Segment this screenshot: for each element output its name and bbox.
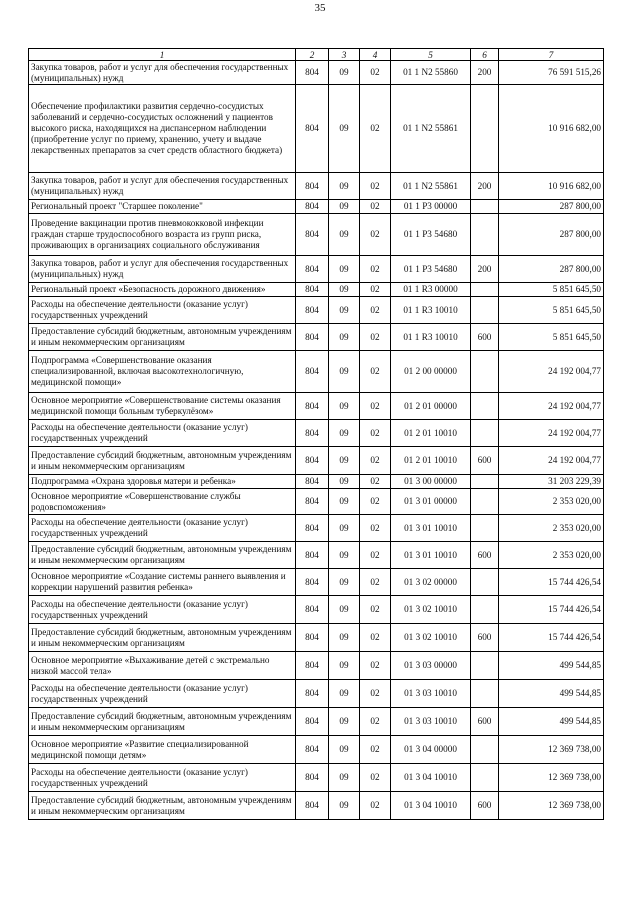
section-code: 09 — [329, 764, 360, 792]
header-col-2: 2 — [296, 49, 329, 61]
table-row — [29, 764, 604, 792]
header-col-1: 1 — [29, 49, 296, 61]
item-name: Предоставление субсидий бюджетным, автономным учреждениям и иным некоммерческим организациям — [29, 542, 296, 569]
table-row — [29, 652, 604, 680]
table-row — [29, 489, 604, 515]
amount: 12 369 738,00 — [499, 736, 604, 764]
section-code: 09 — [329, 680, 360, 708]
table-row — [29, 475, 604, 489]
subsection-code: 02 — [360, 173, 391, 200]
section-code: 09 — [329, 351, 360, 393]
section-code: 09 — [329, 515, 360, 542]
table-row — [29, 351, 604, 393]
item-name: Основное мероприятие «Развитие специализированной медицинской помощи детям» — [29, 736, 296, 764]
item-name: Обеспечение профилактики развития сердечно-сосудистых заболеваний и сердечно-сосудистых осложнений у пациентов высокого риска, находящихся на диспансерном наблюдении (приобретение услуг по приему, хранению, учету и выдаче лекарственных препаратов за счет средств областного бюджета) — [29, 85, 296, 173]
subsection-code: 02 — [360, 393, 391, 420]
amount: 287 800,00 — [499, 200, 604, 214]
item-name: Основное мероприятие «Совершенствование системы оказания медицинской помощи больным туберкулёзом» — [29, 393, 296, 420]
expense-type-code — [471, 351, 499, 393]
item-name: Проведение вакцинации против пневмококковой инфекции граждан старше трудоспособного возраста из групп риска, проживающих в организациях социального обслуживания — [29, 214, 296, 256]
section-code: 09 — [329, 596, 360, 624]
table-header-row — [29, 49, 604, 61]
target-item-code: 01 3 02 10010 — [391, 624, 471, 652]
table-row — [29, 256, 604, 283]
expense-type-code — [471, 596, 499, 624]
expense-type-code — [471, 393, 499, 420]
ministry-code: 804 — [296, 200, 329, 214]
subsection-code: 02 — [360, 85, 391, 173]
target-item-code: 01 1 R3 00000 — [391, 283, 471, 297]
item-name: Региональный проект «Безопасность дорожного движения» — [29, 283, 296, 297]
ministry-code: 804 — [296, 420, 329, 447]
target-item-code: 01 1 P3 54680 — [391, 256, 471, 283]
table-row — [29, 200, 604, 214]
section-code: 09 — [329, 256, 360, 283]
section-code: 09 — [329, 489, 360, 515]
subsection-code: 02 — [360, 596, 391, 624]
item-name: Расходы на обеспечение деятельности (оказание услуг) государственных учреждений — [29, 764, 296, 792]
target-item-code: 01 3 01 10010 — [391, 515, 471, 542]
subsection-code: 02 — [360, 736, 391, 764]
subsection-code: 02 — [360, 420, 391, 447]
ministry-code: 804 — [296, 297, 329, 324]
amount: 24 192 004,77 — [499, 447, 604, 475]
amount: 287 800,00 — [499, 214, 604, 256]
target-item-code: 01 3 04 10010 — [391, 792, 471, 820]
amount: 24 192 004,77 — [499, 351, 604, 393]
item-name: Подпрограмма «Охрана здоровья матери и ребенка» — [29, 475, 296, 489]
amount: 2 353 020,00 — [499, 542, 604, 569]
ministry-code: 804 — [296, 214, 329, 256]
expense-type-code — [471, 420, 499, 447]
amount: 499 544,85 — [499, 652, 604, 680]
item-name: Закупка товаров, работ и услуг для обеспечения государственных (муниципальных) нужд — [29, 173, 296, 200]
subsection-code: 02 — [360, 200, 391, 214]
table-row — [29, 297, 604, 324]
ministry-code: 804 — [296, 324, 329, 351]
section-code: 09 — [329, 652, 360, 680]
amount: 499 544,85 — [499, 708, 604, 736]
subsection-code: 02 — [360, 447, 391, 475]
expense-type-code: 600 — [471, 447, 499, 475]
item-name: Предоставление субсидий бюджетным, автономным учреждениям и иным некоммерческим организациям — [29, 708, 296, 736]
amount: 24 192 004,77 — [499, 393, 604, 420]
target-item-code: 01 1 N2 55861 — [391, 173, 471, 200]
section-code: 09 — [329, 420, 360, 447]
ministry-code: 804 — [296, 542, 329, 569]
item-name: Предоставление субсидий бюджетным, автономным учреждениям и иным некоммерческим организациям — [29, 447, 296, 475]
table-row — [29, 596, 604, 624]
table-row — [29, 61, 604, 85]
table-row — [29, 736, 604, 764]
amount: 10 916 682,00 — [499, 85, 604, 173]
ministry-code: 804 — [296, 596, 329, 624]
amount: 76 591 515,26 — [499, 61, 604, 85]
item-name: Расходы на обеспечение деятельности (оказание услуг) государственных учреждений — [29, 596, 296, 624]
subsection-code: 02 — [360, 569, 391, 596]
section-code: 09 — [329, 708, 360, 736]
subsection-code: 02 — [360, 256, 391, 283]
ministry-code: 804 — [296, 680, 329, 708]
item-name: Расходы на обеспечение деятельности (оказание услуг) государственных учреждений — [29, 420, 296, 447]
subsection-code: 02 — [360, 475, 391, 489]
expense-type-code: 600 — [471, 792, 499, 820]
ministry-code: 804 — [296, 792, 329, 820]
target-item-code: 01 3 01 00000 — [391, 489, 471, 515]
target-item-code: 01 2 00 00000 — [391, 351, 471, 393]
expense-type-code: 200 — [471, 61, 499, 85]
target-item-code: 01 3 04 10010 — [391, 764, 471, 792]
target-item-code: 01 1 P3 00000 — [391, 200, 471, 214]
expense-type-code: 600 — [471, 324, 499, 351]
ministry-code: 804 — [296, 624, 329, 652]
header-col-5: 5 — [391, 49, 471, 61]
ministry-code: 804 — [296, 173, 329, 200]
table-row — [29, 792, 604, 820]
section-code: 09 — [329, 173, 360, 200]
table-row — [29, 569, 604, 596]
ministry-code: 804 — [296, 283, 329, 297]
section-code: 09 — [329, 85, 360, 173]
amount: 24 192 004,77 — [499, 420, 604, 447]
item-name: Закупка товаров, работ и услуг для обеспечения государственных (муниципальных) нужд — [29, 61, 296, 85]
subsection-code: 02 — [360, 214, 391, 256]
target-item-code: 01 2 01 10010 — [391, 447, 471, 475]
ministry-code: 804 — [296, 256, 329, 283]
subsection-code: 02 — [360, 297, 391, 324]
item-name: Предоставление субсидий бюджетным, автономным учреждениям и иным некоммерческим организациям — [29, 792, 296, 820]
section-code: 09 — [329, 542, 360, 569]
subsection-code: 02 — [360, 624, 391, 652]
table-row — [29, 214, 604, 256]
expense-type-code — [471, 680, 499, 708]
item-name: Предоставление субсидий бюджетным, автономным учреждениям и иным некоммерческим организациям — [29, 624, 296, 652]
subsection-code: 02 — [360, 680, 391, 708]
expense-type-code — [471, 214, 499, 256]
section-code: 09 — [329, 61, 360, 85]
item-name: Расходы на обеспечение деятельности (оказание услуг) государственных учреждений — [29, 680, 296, 708]
header-col-3: 3 — [329, 49, 360, 61]
section-code: 09 — [329, 447, 360, 475]
table-row — [29, 393, 604, 420]
expense-type-code — [471, 764, 499, 792]
section-code: 09 — [329, 736, 360, 764]
amount: 5 851 645,50 — [499, 283, 604, 297]
expense-type-code — [471, 569, 499, 596]
expense-type-code — [471, 515, 499, 542]
ministry-code: 804 — [296, 475, 329, 489]
target-item-code: 01 1 R3 10010 — [391, 297, 471, 324]
expense-type-code — [471, 283, 499, 297]
expense-type-code — [471, 200, 499, 214]
subsection-code: 02 — [360, 489, 391, 515]
ministry-code: 804 — [296, 61, 329, 85]
ministry-code: 804 — [296, 447, 329, 475]
table-row — [29, 324, 604, 351]
section-code: 09 — [329, 624, 360, 652]
subsection-code: 02 — [360, 515, 391, 542]
item-name: Основное мероприятие «Выхаживание детей с экстремально низкой массой тела» — [29, 652, 296, 680]
target-item-code: 01 3 02 00000 — [391, 569, 471, 596]
expense-type-code: 200 — [471, 173, 499, 200]
ministry-code: 804 — [296, 736, 329, 764]
amount: 10 916 682,00 — [499, 173, 604, 200]
amount: 2 353 020,00 — [499, 515, 604, 542]
section-code: 09 — [329, 297, 360, 324]
target-item-code: 01 3 00 00000 — [391, 475, 471, 489]
expense-type-code: 600 — [471, 542, 499, 569]
item-name: Расходы на обеспечение деятельности (оказание услуг) государственных учреждений — [29, 297, 296, 324]
section-code: 09 — [329, 393, 360, 420]
amount: 15 744 426,54 — [499, 569, 604, 596]
expense-type-code — [471, 475, 499, 489]
item-name: Расходы на обеспечение деятельности (оказание услуг) государственных учреждений — [29, 515, 296, 542]
item-name: Основное мероприятие «Создание системы раннего выявления и коррекции нарушений развития ребенка» — [29, 569, 296, 596]
target-item-code: 01 1 R3 10010 — [391, 324, 471, 351]
table-row — [29, 542, 604, 569]
ministry-code: 804 — [296, 652, 329, 680]
ministry-code: 804 — [296, 764, 329, 792]
expense-type-code — [471, 652, 499, 680]
amount: 287 800,00 — [499, 256, 604, 283]
amount: 15 744 426,54 — [499, 596, 604, 624]
subsection-code: 02 — [360, 542, 391, 569]
table-row — [29, 283, 604, 297]
ministry-code: 804 — [296, 85, 329, 173]
item-name: Региональный проект "Старшее поколение" — [29, 200, 296, 214]
expense-type-code — [471, 736, 499, 764]
amount: 5 851 645,50 — [499, 297, 604, 324]
table-row — [29, 420, 604, 447]
item-name: Основное мероприятие «Совершенствование службы родовспоможения» — [29, 489, 296, 515]
amount: 12 369 738,00 — [499, 792, 604, 820]
subsection-code: 02 — [360, 324, 391, 351]
table-row — [29, 85, 604, 173]
section-code: 09 — [329, 324, 360, 351]
ministry-code: 804 — [296, 489, 329, 515]
expense-type-code: 600 — [471, 708, 499, 736]
item-name: Закупка товаров, работ и услуг для обеспечения государственных (муниципальных) нужд — [29, 256, 296, 283]
item-name: Подпрограмма «Совершенствование оказания специализированной, включая высокотехнологичную, медицинской помощи» — [29, 351, 296, 393]
item-name: Предоставление субсидий бюджетным, автономным учреждениям и иным некоммерческим организациям — [29, 324, 296, 351]
ministry-code: 804 — [296, 351, 329, 393]
expense-type-code: 600 — [471, 624, 499, 652]
amount: 2 353 020,00 — [499, 489, 604, 515]
target-item-code: 01 3 03 10010 — [391, 680, 471, 708]
amount: 499 544,85 — [499, 680, 604, 708]
target-item-code: 01 3 04 00000 — [391, 736, 471, 764]
amount: 15 744 426,54 — [499, 624, 604, 652]
expense-type-code: 200 — [471, 256, 499, 283]
amount: 5 851 645,50 — [499, 324, 604, 351]
subsection-code: 02 — [360, 351, 391, 393]
header-col-6: 6 — [471, 49, 499, 61]
amount: 31 203 229,39 — [499, 475, 604, 489]
section-code: 09 — [329, 200, 360, 214]
target-item-code: 01 3 03 10010 — [391, 708, 471, 736]
subsection-code: 02 — [360, 708, 391, 736]
table-row — [29, 515, 604, 542]
amount: 12 369 738,00 — [499, 764, 604, 792]
ministry-code: 804 — [296, 569, 329, 596]
ministry-code: 804 — [296, 708, 329, 736]
target-item-code: 01 1 N2 55860 — [391, 61, 471, 85]
subsection-code: 02 — [360, 652, 391, 680]
target-item-code: 01 1 P3 54680 — [391, 214, 471, 256]
table-row — [29, 680, 604, 708]
target-item-code: 01 3 03 00000 — [391, 652, 471, 680]
header-col-4: 4 — [360, 49, 391, 61]
header-col-7: 7 — [499, 49, 604, 61]
page-number: 35 — [314, 2, 326, 14]
target-item-code: 01 3 02 10010 — [391, 596, 471, 624]
ministry-code: 804 — [296, 515, 329, 542]
target-item-code: 01 1 N2 55861 — [391, 85, 471, 173]
table-row — [29, 624, 604, 652]
table-row — [29, 447, 604, 475]
expense-type-code — [471, 85, 499, 173]
table-row — [29, 173, 604, 200]
expense-type-code — [471, 489, 499, 515]
subsection-code: 02 — [360, 61, 391, 85]
table-body — [29, 61, 604, 820]
section-code: 09 — [329, 475, 360, 489]
ministry-code: 804 — [296, 393, 329, 420]
section-code: 09 — [329, 283, 360, 297]
section-code: 09 — [329, 214, 360, 256]
target-item-code: 01 2 01 10010 — [391, 420, 471, 447]
expense-type-code — [471, 297, 499, 324]
target-item-code: 01 2 01 00000 — [391, 393, 471, 420]
budget-table — [28, 48, 604, 820]
section-code: 09 — [329, 792, 360, 820]
subsection-code: 02 — [360, 283, 391, 297]
subsection-code: 02 — [360, 792, 391, 820]
subsection-code: 02 — [360, 764, 391, 792]
target-item-code: 01 3 01 10010 — [391, 542, 471, 569]
section-code: 09 — [329, 569, 360, 596]
table-row — [29, 708, 604, 736]
